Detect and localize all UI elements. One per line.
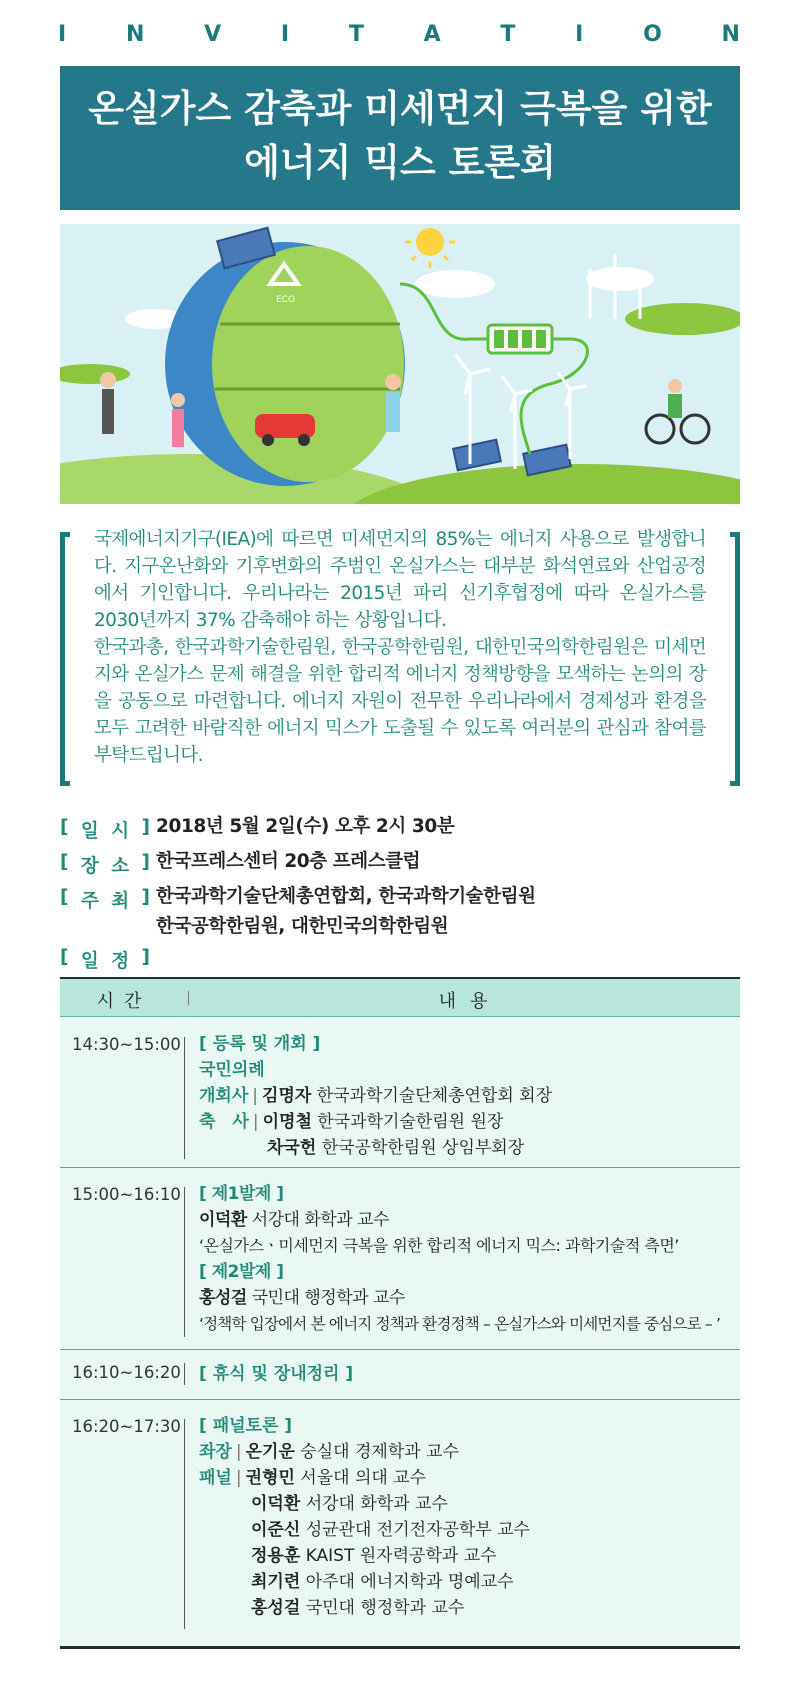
invitation-letter: T [348,22,364,47]
row-divider [184,1419,185,1629]
section-title: [ 제1발제 ] [199,1184,284,1204]
invitation-letter: I [575,22,584,47]
row-time: 16:20~17:30 [72,1417,181,1436]
table-row [60,1349,740,1400]
invitation-letter: I [58,22,67,47]
globe-icon [165,242,405,486]
panel-line: 최기련 아주대 에너지학과 명예교수 [251,1572,514,1592]
schedule-table-body [60,1017,740,1646]
energy-mix-illustration [60,224,740,504]
section-title: [ 패널토론 ] [199,1416,293,1436]
section-title: [ 제2발제 ] [199,1262,284,1282]
row-content [199,1361,353,1387]
intro-paragraph-2: 한국과총, 한국과학기술한림원, 한국공학한림원, 대한민국의학한림원은 미세먼지와 온실가스 문제 해결을 위한 합리적 에너지 정책방향을 모색하는 논의의 장을 공동으로 마련합니다. 에너지 자원이 전무한 우리나라에서 경제성과 환경을 모두 고려한 바람직한 에너지 믹스가 도출될 수 있도록 여러분의 관심과 참여를 부탁드립니다. [94,637,706,766]
section-title: [ 등록 및 개회 ] [199,1034,321,1054]
battery-icon [488,325,552,353]
header-time: 시간 [96,991,152,1012]
row-content [199,1181,720,1337]
title-line-1: 온실가스 감축과 미세먼지 극복을 위한 [88,87,712,130]
invitation-letter: O [643,22,662,47]
table-row [60,1167,740,1350]
row-time: 16:10~16:20 [72,1363,181,1382]
schedule-table-header [60,977,740,1017]
row-content [199,1413,530,1621]
panel-line: 이준신 성균관대 전기전자공학부 교수 [251,1520,530,1540]
ceremony-line: 국민의례 [199,1060,265,1080]
row-content [199,1031,552,1161]
speaker-line: 이덕환 서강대 화학과 교수 [199,1210,389,1230]
panel-line: 이덕환 서강대 화학과 교수 [251,1494,448,1514]
info-label: [ 일 정 ] [60,947,150,972]
right-bracket [730,532,740,786]
speaker-line: 홍성걸 국민대 행정학과 교수 [199,1288,405,1308]
intro-paragraph-1: 국제에너지기구(IEA)에 따르면 미세먼지의 85%는 에너지 사용으로 발생합니다. 지구온난화와 기후변화의 주범인 온실가스는 대부분 화석연료와 산업공정에서 기인합니다. 우리나라는 2015년 파리 신기후협정에 따라 온실가스를 2030년까지 37% 감축해야 하는 상황입니다. [94,529,706,631]
eco-label: ECO [276,295,296,305]
invitation-letter: N [125,22,145,47]
panel-line: 정용훈 KAIST 원자력공학과 교수 [251,1546,497,1566]
header-separator [188,991,189,1005]
info-value: 한국프레스센터 20층 프레스클럽 [156,851,421,872]
intro-text [94,526,706,769]
illustration-graphic [60,224,740,504]
table-row [60,1399,740,1646]
info-value-line-1: 한국과학기술단체총연합회, 한국과학기술한림원 [156,886,536,907]
title-line-2: 에너지 믹스 토론회 [244,141,556,184]
invitation-letter: A [423,22,441,47]
panel-line: 패널 | 권형민 서울대 의대 교수 [199,1468,427,1488]
header-content: 내용 [438,991,502,1012]
invitation-letter: T [500,22,516,47]
invitation-heading [58,22,740,47]
intro-section [60,526,740,794]
info-label: [ 주 최 ] [60,887,150,912]
info-value: 2018년 5월 2일(수) 오후 2시 30분 [156,816,455,837]
row-time: 15:00~16:10 [72,1185,181,1204]
speaker-line: 개회사 | 김명자 한국과학기술단체총연합회 회장 [199,1086,553,1106]
section-title: [ 휴식 및 장내정리 ] [199,1364,354,1384]
speaker-line: 축 사 | 이명철 한국과학기술한림원 원장 [199,1112,504,1132]
info-value-line-2: 한국공학한림원, 대한민국의학한림원 [156,916,449,937]
speaker-line: 차국헌 한국공학한림원 상임부회장 [267,1138,525,1158]
row-divider [184,1363,185,1385]
table-bottom-rule [60,1646,740,1649]
left-bracket [60,532,70,786]
row-time: 14:30~15:00 [72,1035,181,1054]
panel-line: 홍성걸 국민대 행정학과 교수 [251,1598,465,1618]
chair-line: 좌장 | 온기운 숭실대 경제학과 교수 [199,1442,459,1462]
row-divider [184,1037,185,1159]
invitation-letter: V [204,22,222,47]
row-divider [184,1187,185,1337]
invitation-letter: I [280,22,290,47]
topic-line: ‘정책학 입장에서 본 에너지 정책과 환경정책 – 온실가스와 미세먼지를 중심으로 – ’ [199,1315,721,1333]
table-row [60,1017,740,1168]
info-label: [ 장 소 ] [60,852,150,877]
topic-line: ‘온실가스ㆍ미세먼지 극복을 위한 합리적 에너지 믹스: 과학기술적 측면’ [199,1236,679,1255]
info-label: [ 일 시 ] [60,817,150,842]
invitation-letter: N [721,22,740,47]
title-banner [60,66,740,210]
